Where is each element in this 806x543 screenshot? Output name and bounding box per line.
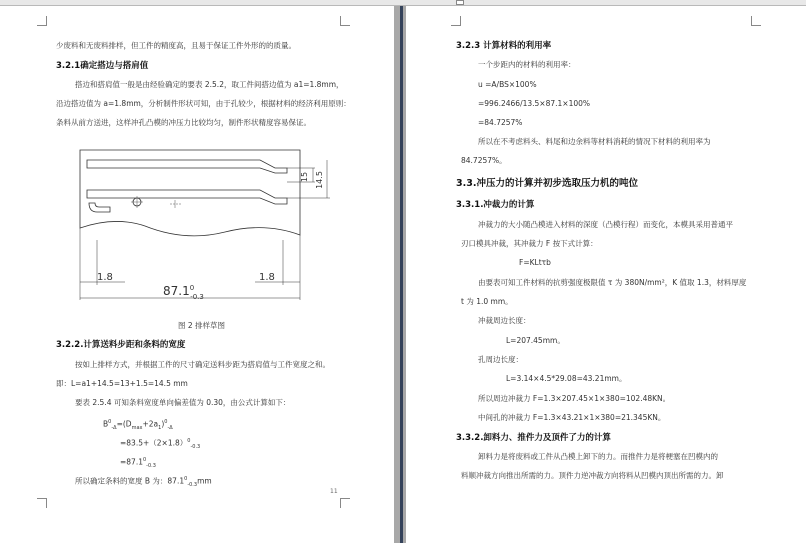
dimension-label-14-5: 14.5 — [315, 171, 324, 189]
strip-layout-figure — [75, 140, 345, 315]
body-text: 要表 2.5.4 可知条料宽度单向偏差值为 0.30，由公式计算如下： — [75, 398, 291, 407]
body-text: t 为 1.0 mm。 — [461, 297, 513, 306]
formula-line: $=87.1^0_{-0.3}$ — [120, 457, 156, 469]
margin-corner-mark — [751, 16, 761, 26]
body-text: 卸料力是将废料或工件从凸模上卸下的力。而推件力是将梗塞在凹模内的 — [478, 452, 718, 461]
body-text: 按如上排样方式，并根据工件的尺寸确定送料步距为搭肩值与工件宽度之和。 — [75, 360, 330, 369]
document-page-right — [406, 6, 806, 543]
dimension-label-1-8-right: 1.8 — [259, 272, 275, 283]
formula-line: F=KLtτb — [519, 258, 551, 267]
body-text: 料顺冲裁方向推出所需的力。顶件力逆冲裁方向将料从凹模内顶出所需的力。卸 — [461, 471, 724, 480]
margin-corner-mark — [37, 16, 47, 26]
section-heading: 3.2.3 计算材料的利用率 — [456, 41, 552, 51]
section-heading: 3.3.1.冲裁力的计算 — [456, 200, 535, 210]
body-text: 由要表可知工件材料的抗剪强度极限值 τ 为 380N/mm²，K 值取 1.3，材料厚度 — [478, 278, 747, 287]
document-page-left — [0, 6, 394, 543]
section-heading: 3.2.2.计算送料步距和条料的宽度 — [56, 340, 186, 350]
body-text: 即：L=a1+14.5=13+1.5=14.5 mm — [56, 379, 188, 388]
body-text: 搭边和搭肩值一般是由经验确定的要表 2.5.2，取工件间搭边值为 a1=1.8mm， — [75, 80, 344, 89]
formula-line: =996.2466/13.5×87.1×100% — [478, 99, 591, 108]
chapter-heading: 3.3.冲压力的计算并初步选取压力机的吨位 — [456, 178, 638, 189]
page-divider — [400, 6, 403, 543]
part-hook — [89, 203, 110, 212]
figure-caption: 图 2 排样草图 — [178, 321, 226, 330]
body-text: 中间孔的冲裁力 F=1.3×43.21×1×380=21.345KN。 — [478, 413, 666, 422]
formula-line: u =A/BS×100% — [478, 80, 537, 89]
body-text: 冲裁力的大小随凸模进入材料的深度（凸模行程）而变化，本模具采用普通平 — [478, 220, 733, 229]
body-text: 条料从前方送进，这样冲孔凸模的冲压力比较均匀，制件形状精度容易保证。 — [56, 118, 311, 127]
margin-corner-mark — [37, 498, 47, 508]
body-text: 刃口模具冲裁，其冲裁力 F 按下式计算： — [461, 239, 598, 248]
ruler-indent-handle[interactable] — [456, 0, 464, 5]
dimension-label-15: 15 — [300, 171, 309, 183]
section-heading: 3.3.2.卸料力、推件力及顶件了力的计算 — [456, 433, 611, 443]
upper-slot — [87, 160, 287, 173]
lower-slot — [87, 190, 287, 204]
formula-line: L=207.45mm。 — [506, 336, 565, 345]
body-text: 孔周边长度： — [478, 355, 523, 364]
dimension-label-total-width: 87.1$^0$ -0.3 — [163, 284, 204, 301]
body-text: 所以周边冲裁力 F=1.3×207.45×1×380=102.48KN。 — [478, 394, 671, 403]
strip-outline — [80, 150, 300, 236]
formula-line: =84.7257% — [478, 118, 523, 127]
body-text: 所以在不考虑料头、料尾和边余料等材料消耗的情况下材料的利用率为 — [478, 137, 711, 146]
body-text: 沿边搭边值为 a=1.8mm，分析制件形状可知，由于孔较少，根据材料的经济利用原则： — [56, 99, 351, 108]
body-text: 所以确定条料的宽度 B 为：$87.1^0_{-0.3}mm$ — [75, 476, 212, 488]
body-text: 冲裁周边长度： — [478, 316, 531, 325]
section-heading: 3.2.1确定搭边与搭肩值 — [56, 61, 149, 71]
formula-line: L=3.14×4.5*29.08=43.21mm。 — [506, 374, 627, 383]
dimension-label-1-8-left: 1.8 — [97, 272, 113, 283]
body-text: 一个步距内的材料的利用率： — [478, 60, 576, 69]
body-text: 84.7257%。 — [461, 156, 507, 165]
formula-line: $=83.5+(2\times 1.8)^0_{-0.3}$ — [120, 438, 201, 450]
page-number: 11 — [330, 488, 338, 495]
formula-line: $B^0_{-\Delta}=(D_{max}+2a_1)^0_{-\Delta}$ — [103, 419, 173, 431]
margin-corner-mark — [340, 498, 350, 508]
body-text: 少废料和无废料排样，但工件的精度高，且易于保证工件外形的的质量。 — [56, 41, 296, 50]
margin-corner-mark — [451, 16, 461, 26]
margin-corner-mark — [340, 16, 350, 26]
